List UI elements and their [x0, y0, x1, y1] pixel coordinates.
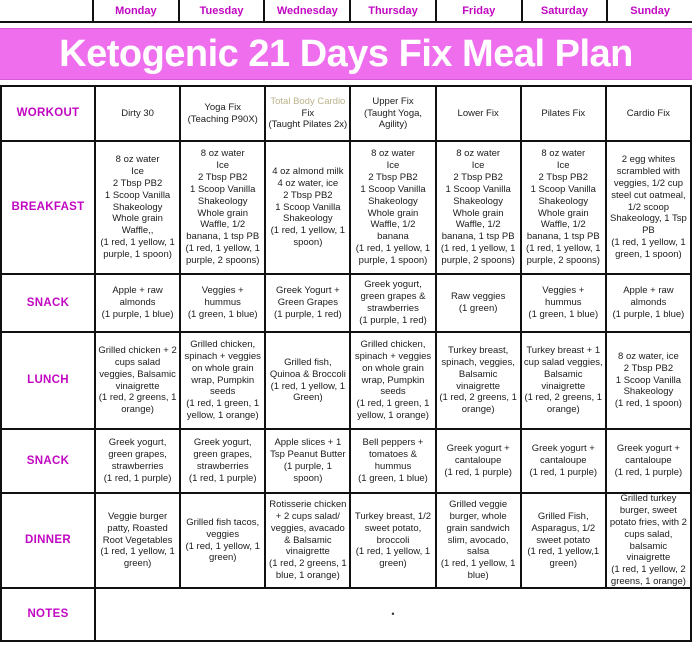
meal-line: Turkey breast + 1 cup salad veggies, Balsamic vinaigrette	[523, 344, 603, 392]
meal-cell-snack-monday	[94, 273, 179, 331]
meal-cell-snack-monday	[94, 428, 179, 492]
meal-line: Whole grain Waffle, 1/2 banana, 1 tsp PB	[441, 207, 515, 243]
meal-line: 1 Scoop Vanilla Shakeology	[104, 189, 171, 213]
meal-cell-snack-tuesday	[179, 273, 264, 331]
day-header-thursday: Thursday	[349, 0, 435, 21]
meal-line: (1 red, 2 greens, 1 orange)	[98, 392, 177, 416]
meal-line: (1 green)	[458, 303, 498, 314]
meal-line: (1 red, 1 purple)	[529, 466, 598, 478]
meal-line: Greek yogurt + cantaloupe	[446, 443, 510, 467]
meal-line: Lower Fix	[457, 107, 499, 119]
meal-line: (1 red, 1 yellow, 1 green)	[100, 546, 175, 570]
meal-cell-workout-saturday	[520, 87, 605, 140]
meal-line: 2 Tbsp PB2	[112, 177, 163, 189]
meal-line: (1 red, 1 yellow, 2 greens, 1 orange)	[610, 564, 686, 587]
day-header-wednesday: Wednesday	[263, 0, 349, 21]
meal-line: 1 Scoop Vanilla Shakeology	[275, 201, 341, 225]
meal-line: (1 green, 1 blue)	[187, 308, 258, 320]
meal-line: (1 red, 1 yellow, 1 purple, 2 spoons)	[526, 243, 601, 266]
meal-line: (1 red, 1 green, 1 yellow, 1 orange)	[356, 398, 430, 422]
meal-line: 1 Scoop Vanilla Shakeology	[190, 183, 256, 207]
meal-cell-snack-sunday	[605, 428, 690, 492]
meal-line: Greek yogurt + cantaloupe	[531, 443, 595, 467]
meal-line: (Taught Yoga, Agility)	[363, 107, 423, 131]
meal-line: (1 red, 1 green, 1 yellow, 1 orange)	[186, 398, 260, 422]
meal-line: Cardio Fix	[626, 107, 671, 119]
day-header-empty-cell	[0, 0, 92, 21]
meal-line: (1 purple, 1 blue)	[612, 308, 685, 320]
meal-cell-lunch-friday	[435, 331, 520, 428]
meal-cell-dinner-wednesday	[264, 492, 349, 587]
day-header-row	[0, 0, 692, 23]
meal-line: Rotisserie chicken + 2 cups salad/ veggies, avacado & Balsamic vinaigrette	[269, 498, 347, 558]
meal-line: Whole grain Waffle,,	[112, 213, 163, 237]
meal-line: Grilled veggie burger, whole grain sandwich slim, avocado, salsa	[446, 498, 510, 558]
meal-line: (Taught Pilates 2x)	[268, 119, 348, 131]
meal-line: Grilled chicken, spinach + veggies on whole grain wrap, Pumpkin seeds	[184, 338, 261, 398]
meal-line: 8 oz water	[541, 148, 586, 160]
meal-line: (1 red, 1 yellow, 1 green)	[355, 546, 431, 570]
meal-cell-workout-sunday	[605, 87, 690, 140]
row-label-lunch-3: LUNCH	[2, 331, 94, 428]
meal-cell-lunch-monday	[94, 331, 179, 428]
meal-cell-breakfast-monday	[94, 140, 179, 273]
meal-line: 2 Tbsp PB2	[368, 171, 418, 183]
meal-line: 4 oz water, ice	[277, 177, 339, 189]
meal-line: Veggie burger patty, Roasted Root Vegetables	[102, 510, 173, 546]
meal-line: 8 oz water	[371, 148, 415, 160]
meal-cell-breakfast-wednesday	[264, 140, 349, 273]
meal-line: 1 Scoop Vanilla Shakeology	[445, 183, 511, 207]
meal-cell-snack-saturday	[520, 273, 605, 331]
meal-line: Grilled fish, Quinoa & Broccoli	[269, 356, 346, 380]
meal-line: (1 red, 2 greens, 1 orange)	[439, 392, 517, 416]
meal-line: (1 red, 1 yellow,1 green)	[527, 546, 600, 570]
meal-line: (1 red, 2 greens, 1 blue, 1 orange)	[269, 558, 347, 582]
meal-line: Ice	[471, 160, 485, 171]
meal-line: Greek yogurt, green grapes & strawberries	[360, 279, 426, 314]
meal-cell-workout-friday	[435, 87, 520, 140]
row-label-breakfast-1: BREAKFAST	[2, 140, 94, 273]
meal-line: (1 red, 1 yellow, 1 green)	[185, 540, 260, 564]
meal-cell-snack-friday	[435, 428, 520, 492]
meal-cell-lunch-tuesday	[179, 331, 264, 428]
meal-cell-workout-monday	[94, 87, 179, 140]
meal-cell-dinner-saturday	[520, 492, 605, 587]
meal-line: Grilled chicken + 2 cups salad veggies, Balsamic vinaigrette	[98, 344, 177, 392]
meal-line: 1 Scoop Vanilla Shakeology	[615, 374, 682, 398]
meal-line: (1 red, 2 greens, 1 orange)	[524, 392, 603, 416]
row-label-notes: NOTES	[2, 587, 94, 640]
meal-line: (1 green, 1 blue)	[528, 308, 599, 320]
meal-line: 8 oz water	[456, 148, 501, 160]
meal-line: Ice	[556, 160, 570, 171]
meal-line: Bell peppers + tomatoes & hummus	[362, 437, 424, 472]
meal-line: Raw veggies	[450, 291, 506, 303]
meal-line: Apple + raw almonds	[112, 285, 163, 309]
meal-line: (1 green, 1 blue)	[358, 472, 428, 484]
meal-cell-workout-wednesday	[264, 87, 349, 140]
day-header-monday: Monday	[92, 0, 178, 21]
meal-cell-snack-thursday	[349, 428, 434, 492]
day-header-saturday: Saturday	[521, 0, 607, 21]
meal-cell-snack-wednesday	[264, 273, 349, 331]
meal-cell-dinner-friday	[435, 492, 520, 587]
meal-line: (1 red, 1 purple)	[103, 472, 172, 484]
notes-content-cell	[94, 587, 690, 640]
meal-line: 2 Tbsp PB2	[623, 362, 674, 374]
meal-cell-snack-saturday	[520, 428, 605, 492]
meal-line: (1 red, 1 yellow, 1 purple, 1 spoon)	[100, 237, 175, 261]
day-header-friday: Friday	[435, 0, 521, 21]
meal-line: Pilates Fix	[541, 107, 586, 119]
meal-line: (1 purple, 1 red)	[274, 308, 342, 320]
day-header-sunday: Sunday	[606, 0, 692, 21]
meal-line: 2 Tbsp PB2	[197, 171, 248, 183]
meal-line: Veggies + hummus	[542, 285, 585, 309]
meal-line: Greek yogurt, green grapes, strawberries	[193, 437, 253, 472]
meal-line: Turkey breast, spinach, veggies, Balsamic vinaigrette	[441, 344, 515, 392]
meal-line: Apple slices + 1 Tsp Peanut Butter	[270, 437, 346, 461]
meal-line: (1 red, 1 spoon)	[614, 398, 682, 410]
meal-line: Greek Yogurt + Green Grapes	[276, 285, 340, 309]
meal-cell-lunch-wednesday	[264, 331, 349, 428]
meal-cell-dinner-thursday	[349, 492, 434, 587]
meal-line: Dirty 30	[121, 107, 154, 119]
meal-cell-lunch-thursday	[349, 331, 434, 428]
meal-line: 8 oz water	[200, 148, 245, 160]
meal-line: 4 oz almond milk	[272, 165, 344, 177]
meal-line: Fix	[301, 107, 315, 119]
meal-line: 2 Tbsp PB2	[538, 171, 588, 183]
meal-line: Veggies + hummus	[201, 285, 244, 309]
meal-cell-dinner-tuesday	[179, 492, 264, 587]
meal-line: Whole grain Waffle, 1/2 banana, 1 tsp PB	[186, 207, 260, 243]
meal-cell-workout-thursday	[349, 87, 434, 140]
meal-line: (1 purple, 1 blue)	[101, 308, 174, 320]
meal-cell-breakfast-friday	[435, 140, 520, 273]
meal-line: Ice	[131, 165, 144, 177]
meal-line: 2 egg whites scrambled with veggies, 1/2 cup steel cut oatmeal, 1/2 scoop Shakeology, 1 Tsp PB	[610, 154, 687, 237]
meal-line: 2 Tbsp PB2	[453, 171, 503, 183]
meal-line: Grilled Fish, Asparagus, 1/2 sweet potato	[531, 510, 596, 546]
meal-cell-workout-tuesday	[179, 87, 264, 140]
meal-line: (1 red, 1 yellow, 1 Green)	[270, 380, 346, 404]
meal-cell-snack-friday	[435, 273, 520, 331]
meal-line: (1 red, 1 yellow, 1 green, 1 spoon)	[611, 237, 686, 261]
meal-line: 2 Tbsp PB2	[283, 189, 333, 201]
meal-line: (1 red, 1 purple)	[188, 472, 257, 484]
meal-line: Grilled chicken, spinach + veggies on whole grain wrap, Pumpkin seeds	[354, 338, 432, 398]
meal-line: Greek yogurt, green grapes, strawberries	[108, 437, 167, 472]
meal-line: (1 purple, 1 spoon)	[283, 461, 332, 484]
row-label-workout-0: WORKOUT	[16, 107, 80, 120]
meal-cell-lunch-saturday	[520, 331, 605, 428]
meal-cell-snack-thursday	[349, 273, 434, 331]
meal-cell-snack-wednesday	[264, 428, 349, 492]
meal-cell-dinner-sunday	[605, 492, 690, 587]
meal-line: Grilled turkey burger, sweet potato fries, with 2 cups salad, balsamic vinaigrette	[609, 493, 687, 564]
meal-cell-breakfast-tuesday	[179, 140, 264, 273]
row-label-snack-4: SNACK	[2, 428, 94, 492]
meal-line: 1 Scoop Vanilla Shakeology	[530, 183, 596, 207]
meal-line: (1 red, 1 yellow, 1 blue)	[440, 558, 516, 582]
title-banner	[0, 28, 692, 80]
meal-line: 8 oz water	[115, 154, 160, 166]
meal-line: 8 oz water, ice	[618, 350, 679, 362]
meal-line: Ice	[216, 160, 230, 171]
meal-line: (Teaching P90X)	[187, 113, 258, 125]
day-header-tuesday: Tuesday	[178, 0, 264, 21]
meal-line: (1 red, 1 purple)	[444, 466, 512, 478]
meal-line: (1 red, 1 yellow, 1 purple, 1 spoon)	[355, 243, 431, 266]
meal-line: (1 red, 1 yellow, 1 purple, 2 spoons)	[185, 243, 260, 266]
meal-cell-snack-tuesday	[179, 428, 264, 492]
meal-line: Whole grain Waffle, 1/2 banana	[367, 207, 419, 243]
meal-line: Greek yogurt + cantaloupe	[616, 443, 680, 467]
meal-line: Grilled fish tacos, veggies	[186, 516, 260, 540]
meal-plan-table	[0, 85, 692, 642]
meal-line-muted: Total Body Cardio	[270, 95, 346, 107]
meal-cell-dinner-monday	[94, 492, 179, 587]
meal-cell-breakfast-thursday	[349, 140, 434, 273]
meal-line: Whole grain Waffle, 1/2 banana, 1 tsp PB	[526, 207, 600, 243]
meal-line: (1 red, 1 yellow, 1 purple, 2 spoons)	[440, 243, 516, 266]
meal-line: Yoga Fix	[204, 101, 242, 113]
meal-cell-breakfast-sunday	[605, 140, 690, 273]
meal-cell-lunch-sunday	[605, 331, 690, 428]
notes-dot: •	[391, 608, 395, 619]
meal-cell-breakfast-saturday	[520, 140, 605, 273]
meal-line: 1 Scoop Vanilla Shakeology	[360, 183, 426, 207]
meal-line: Upper Fix	[372, 95, 414, 107]
row-label-dinner-5: DINNER	[2, 492, 94, 587]
meal-line: Apple + raw almonds	[623, 285, 674, 309]
meal-line: Turkey breast, 1/2 sweet potato, broccoli	[354, 510, 432, 546]
row-label-snack-2: SNACK	[2, 273, 94, 331]
meal-line: (1 red, 1 purple)	[614, 466, 683, 478]
meal-line: Ice	[386, 160, 400, 171]
page-title: Ketogenic 21 Days Fix Meal Plan	[59, 33, 633, 75]
meal-cell-snack-sunday	[605, 273, 690, 331]
meal-line: (1 red, 1 yellow, 1 spoon)	[270, 225, 346, 249]
meal-line: (1 purple, 1 red)	[359, 314, 427, 326]
